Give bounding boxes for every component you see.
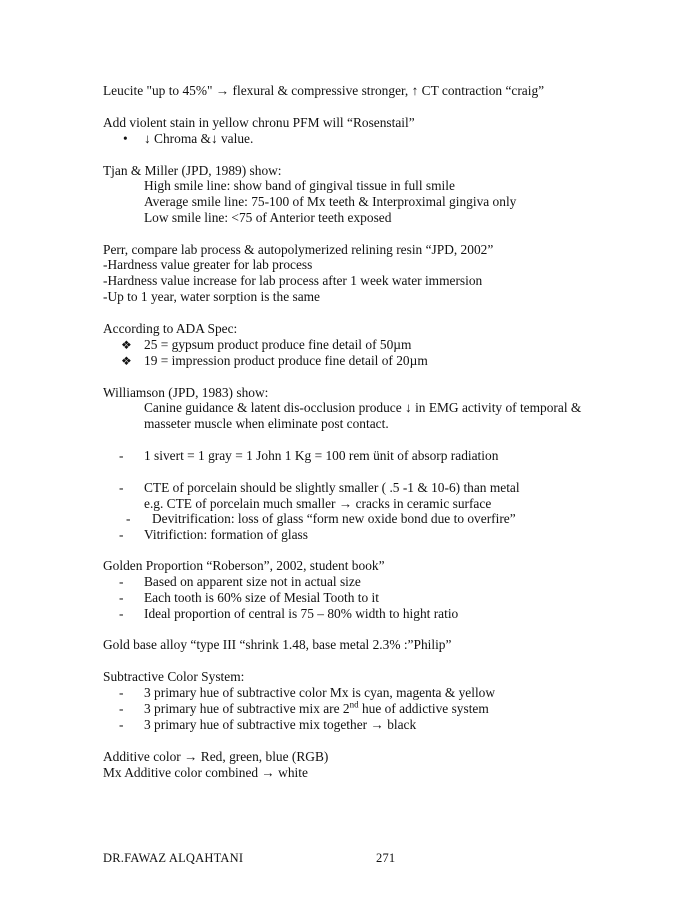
apparent-size-item: Based on apparent size not in actual size [144, 574, 361, 589]
leucite-note: Leucite "up to 45%" → flexural & compressive stronger, ↑ CT contraction “craig” [103, 83, 545, 98]
subtractive-mix-item [144, 701, 489, 717]
subtractive-black-item: 3 primary hue of subtractive mix together → black [144, 717, 417, 732]
average-smile-line-item: Average smile line: 75-100 of Mx teeth & Interproximal gingiva only [144, 194, 517, 209]
chroma-value-item: ↓ Chroma &↓ value. [144, 131, 254, 146]
subtractive-mix-text-end: hue of addictive system [358, 701, 489, 716]
subtractive-color-heading: Subtractive Color System: [103, 669, 245, 684]
dash-marker: - [119, 606, 124, 621]
gold-base-alloy-note: Gold base alloy “type III “shrink 1.48, base metal 2.3% :”Philip” [103, 637, 452, 652]
dash-marker: - [119, 717, 124, 732]
canine-guidance-line-1: Canine guidance & latent dis-occlusion produce ↓ in EMG activity of temporal & [144, 400, 582, 415]
subtractive-primary-item: 3 primary hue of subtractive color Mx is cyan, magenta & yellow [144, 685, 496, 700]
dash-marker: - [119, 685, 124, 700]
ada-spec-25-item: 25 = gypsum product produce fine detail of 50µm [144, 337, 412, 352]
vitrification-item: Vitrifiction: formation of glass [144, 527, 308, 542]
high-smile-line-item: High smile line: show band of gingival tissue in full smile [144, 178, 455, 193]
dash-marker: - [119, 701, 124, 716]
diamond-bullet-icon: ❖ [121, 354, 132, 368]
hardness-increase-item: -Hardness value increase for lab process after 1 week water immersion [103, 273, 483, 288]
dash-marker: - [126, 511, 131, 526]
perr-heading: Perr, compare lab process & autopolymerized relining resin “JPD, 2002” [103, 242, 494, 257]
ada-spec-19-item: 19 = impression product produce fine detail of 20µm [144, 353, 428, 368]
tooth-size-item: Each tooth is 60% size of Mesial Tooth to it [144, 590, 379, 605]
golden-proportion-heading: Golden Proportion “Roberson”, 2002, student book” [103, 558, 385, 573]
dash-marker: - [119, 574, 124, 589]
hardness-greater-item: -Hardness value greater for lab process [103, 257, 313, 272]
sivert-item: 1 sivert = 1 gray = 1 John 1 Kg = 100 rem ünit of absorp radiation [144, 448, 499, 463]
ada-spec-heading: According to ADA Spec: [103, 321, 238, 336]
dash-marker: - [119, 527, 124, 542]
bullet-marker: • [123, 131, 128, 146]
footer-author: DR.FAWAZ ALQAHTANI [103, 851, 244, 865]
williamson-heading: Williamson (JPD, 1983) show: [103, 385, 269, 400]
water-sorption-item: -Up to 1 year, water sorption is the same [103, 289, 321, 304]
cte-porcelain-item: CTE of porcelain should be slightly smaller ( .5 -1 & 10-6) than metal [144, 480, 520, 495]
dash-marker: - [119, 590, 124, 605]
ordinal-superscript: nd [349, 699, 359, 710]
diamond-bullet-icon: ❖ [121, 338, 132, 352]
additive-color-line: Additive color → Red, green, blue (RGB) [103, 749, 329, 764]
devitrification-item: Devitrification: loss of glass “form new oxide bond due to overfire” [152, 511, 516, 526]
subtractive-mix-text: 3 primary hue of subtractive mix are 2 [144, 701, 350, 716]
dash-marker: - [119, 480, 124, 495]
tjan-miller-heading: Tjan & Miller (JPD, 1989) show: [103, 163, 282, 178]
dash-marker: - [119, 448, 124, 463]
additive-combined-line: Mx Additive color combined → white [103, 765, 308, 780]
low-smile-line-item: Low smile line: <75 of Anterior teeth exposed [144, 210, 392, 225]
footer-page-number: 271 [376, 851, 396, 865]
canine-guidance-line-2: masseter muscle when eliminate post contact. [144, 416, 389, 431]
ideal-proportion-item: Ideal proportion of central is 75 – 80% width to hight ratio [144, 606, 459, 621]
violet-stain-note: Add violent stain in yellow chronu PFM will “Rosenstail” [103, 115, 415, 130]
cte-example-item: e.g. CTE of porcelain much smaller → cracks in ceramic surface [144, 496, 492, 511]
